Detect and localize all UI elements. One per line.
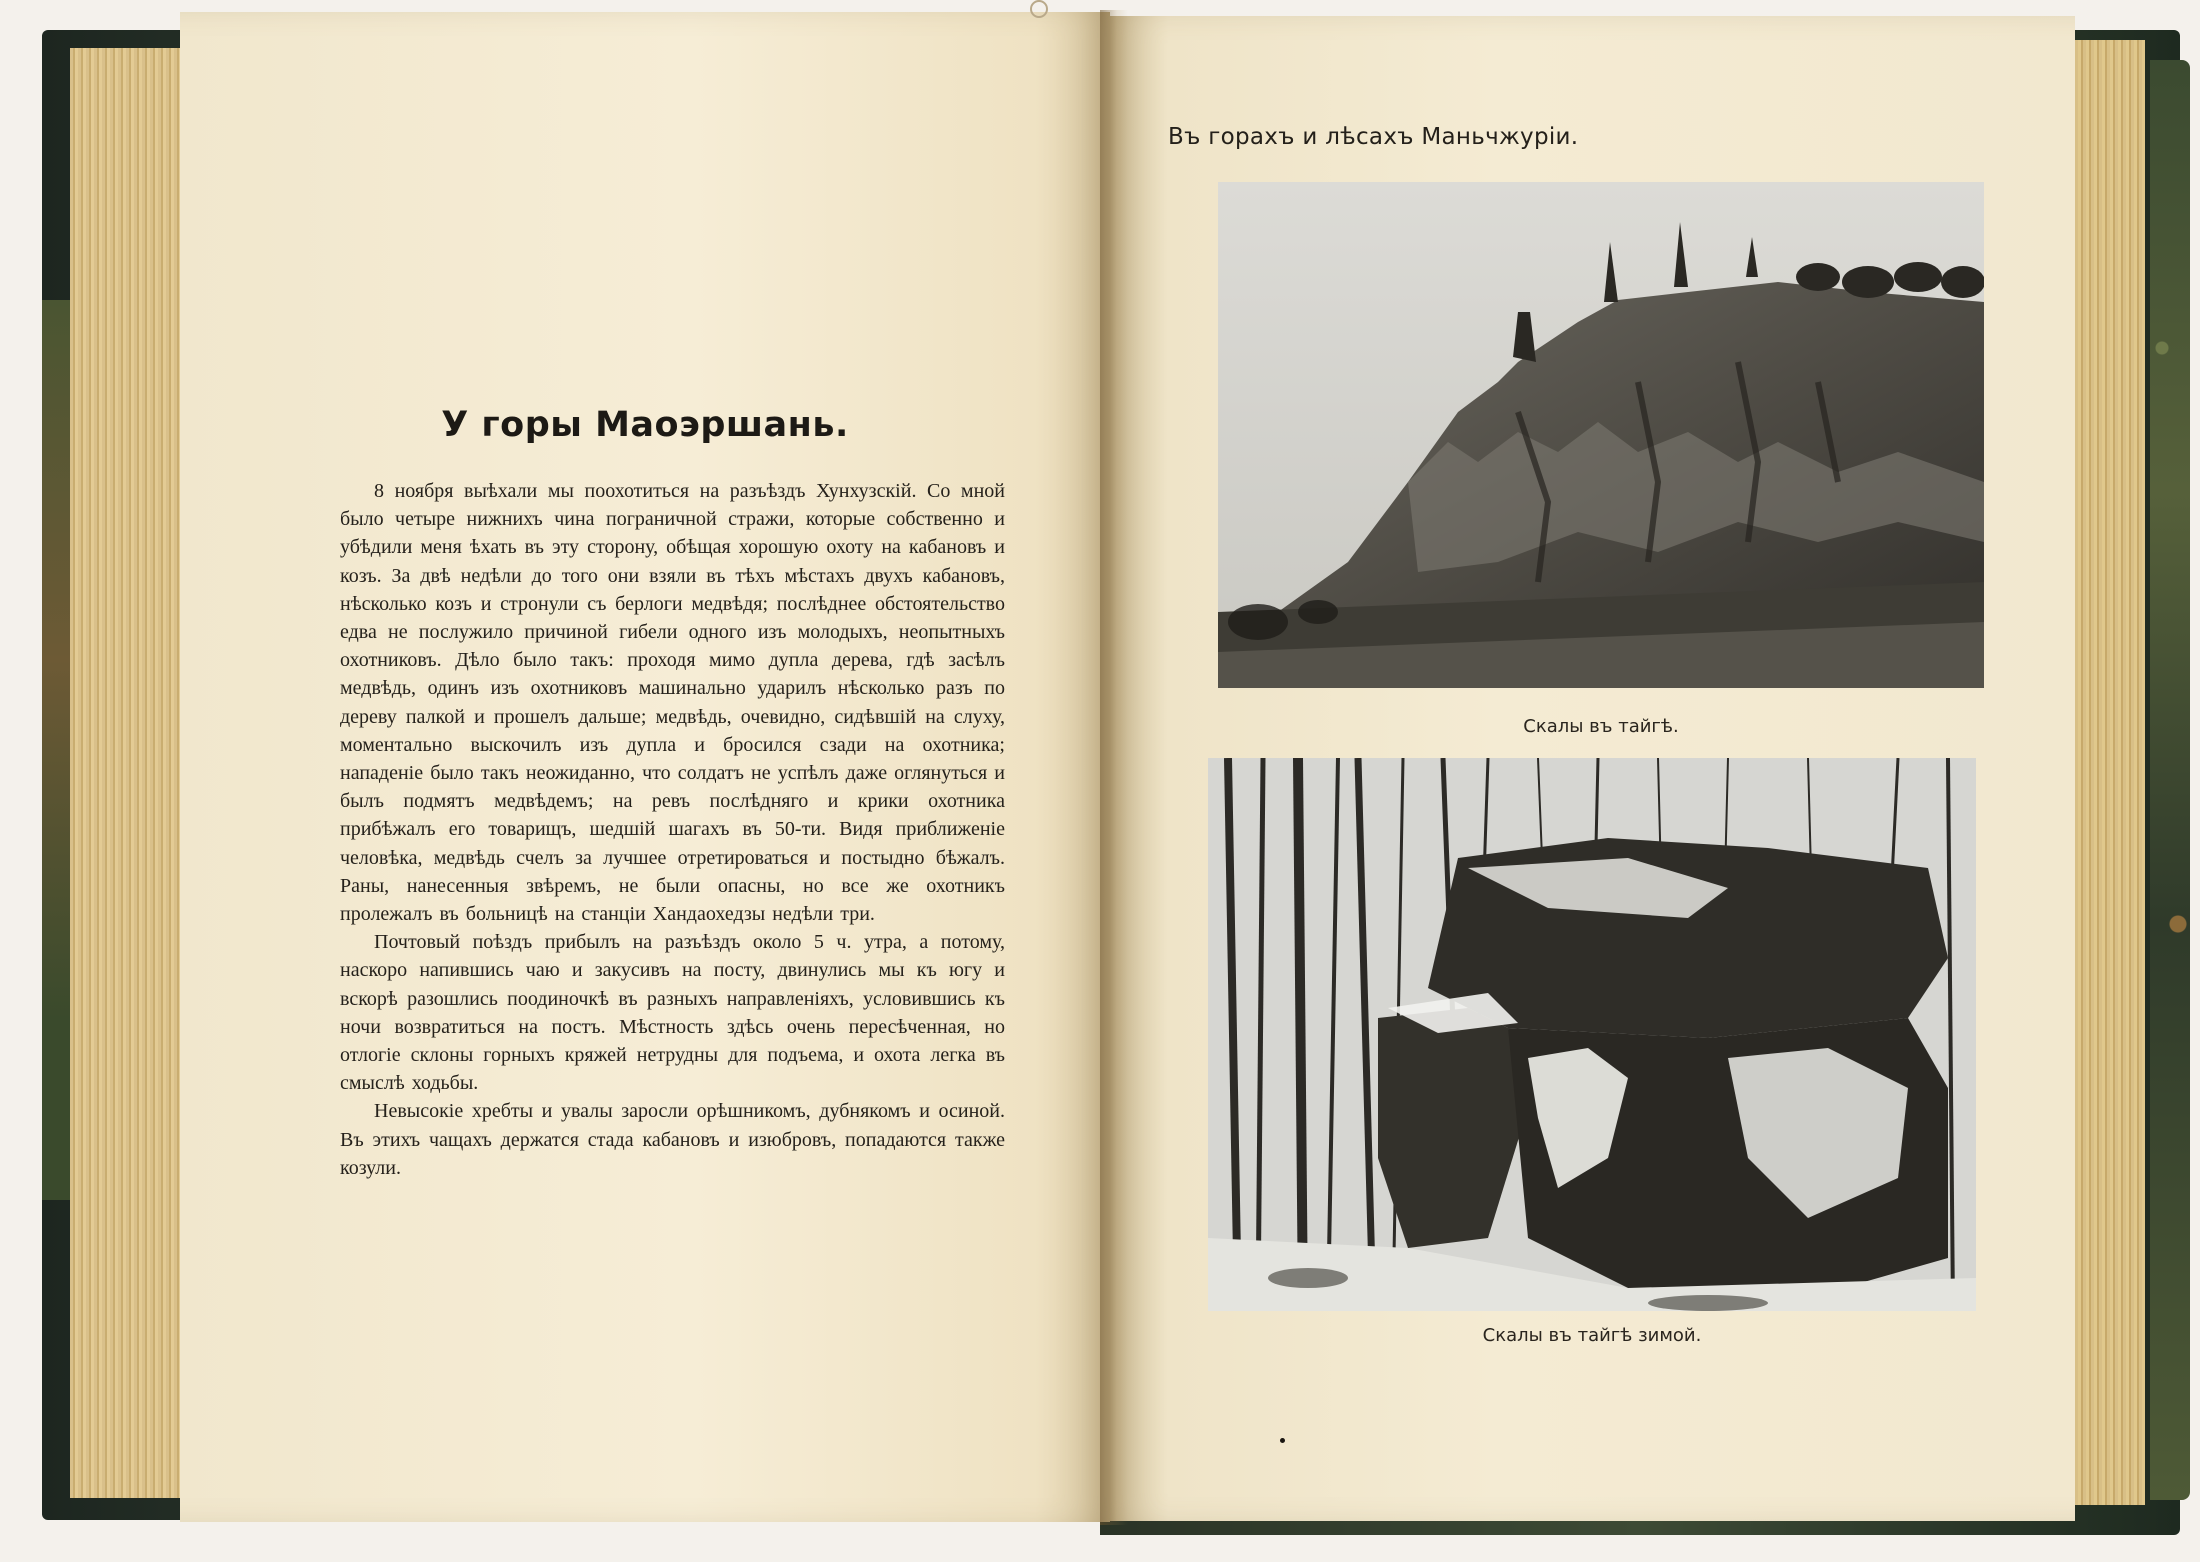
binding-thread (1030, 0, 1048, 18)
paragraph-1: 8 ноября выѣхали мы поохотиться на разъѣздъ Хунхузскій. Со мной было четыре нижнихъ чина пограничной стражи, которые собственно и убѣдили меня ѣхать въ эту сторону, обѣщая хорошую охоту на кабановъ и козъ. За двѣ недѣли до того они взяли въ тѣхъ мѣстахъ двухъ кабановъ, нѣсколько козъ и стронули съ берлоги медвѣдя; послѣднее обстоятельство едва не послужило причиной гибели одного изъ молодыхъ, неопытныхъ охотниковъ. Дѣло было такъ: проходя мимо дупла дерева, гдѣ засѣлъ медвѣдь, одинъ изъ охотниковъ машинально ударилъ нѣсколько разъ по дереву палкой и прошелъ дальше; медвѣдь, очевидно, сидѣвшій на слуху, моментально выскочилъ изъ дупла и бросился сзади на охотника; нападеніе было такъ неожиданно, что солдатъ не успѣлъ даже оглянуться и былъ подмятъ медвѣдемъ; на ревъ послѣдняго и крики охотника прибѣжалъ его товарищъ, шедшій шагахъ въ 50-ти. Видя приближеніе человѣка, медвѣдь счелъ за лучшее отретироваться и постыдно бѣжалъ. Раны, нанесенныя звѣремъ, не были опасны, но все же охотникъ пролежалъ въ больницѣ на станціи Хандаохедзы недѣли три. (340, 480, 1005, 926)
paragraph-3: Невысокіе хребты и увалы заросли орѣшникомъ, дубнякомъ и осиной. Въ этихъ чащахъ держатся стада кабановъ и изюбровъ, попадаются также козули. (340, 1100, 1005, 1179)
ink-speck (1280, 1438, 1285, 1443)
chapter-title: У горы Маоэршань. (441, 405, 849, 445)
right-marbled-edge (2150, 60, 2190, 1500)
left-page-edges (70, 48, 190, 1498)
caption-rocks-winter: Скалы въ тайгѣ зимой. (1482, 1325, 1702, 1346)
photo-rocks-in-winter (1208, 758, 1976, 1311)
photo-cliff-in-taiga (1218, 182, 1984, 688)
caption-cliff: Скалы въ тайгѣ. (1523, 716, 1679, 737)
running-head: Въ горахъ и лѣсахъ Маньчжуріи. (1168, 124, 1579, 150)
paragraph-2: Почтовый поѣздъ прибылъ на разъѣздъ около 5 ч. утра, а потому, наскоро напившись чаю и закусивъ на посту, двинулись мы къ югу и вскорѣ разошлись поодиночкѣ въ разныхъ направленіяхъ, условившись къ ночи возвратиться на постъ. Мѣстность здѣсь очень пересѣченная, но отлогіе склоны горныхъ кряжей нетрудны для подъема, и охота легка въ смыслѣ ходьбы. (340, 931, 1005, 1095)
right-page-edges (2070, 40, 2145, 1505)
body-text (340, 477, 1005, 1182)
book-gutter (1100, 10, 1128, 1525)
left-marbled-edge (42, 300, 70, 1200)
